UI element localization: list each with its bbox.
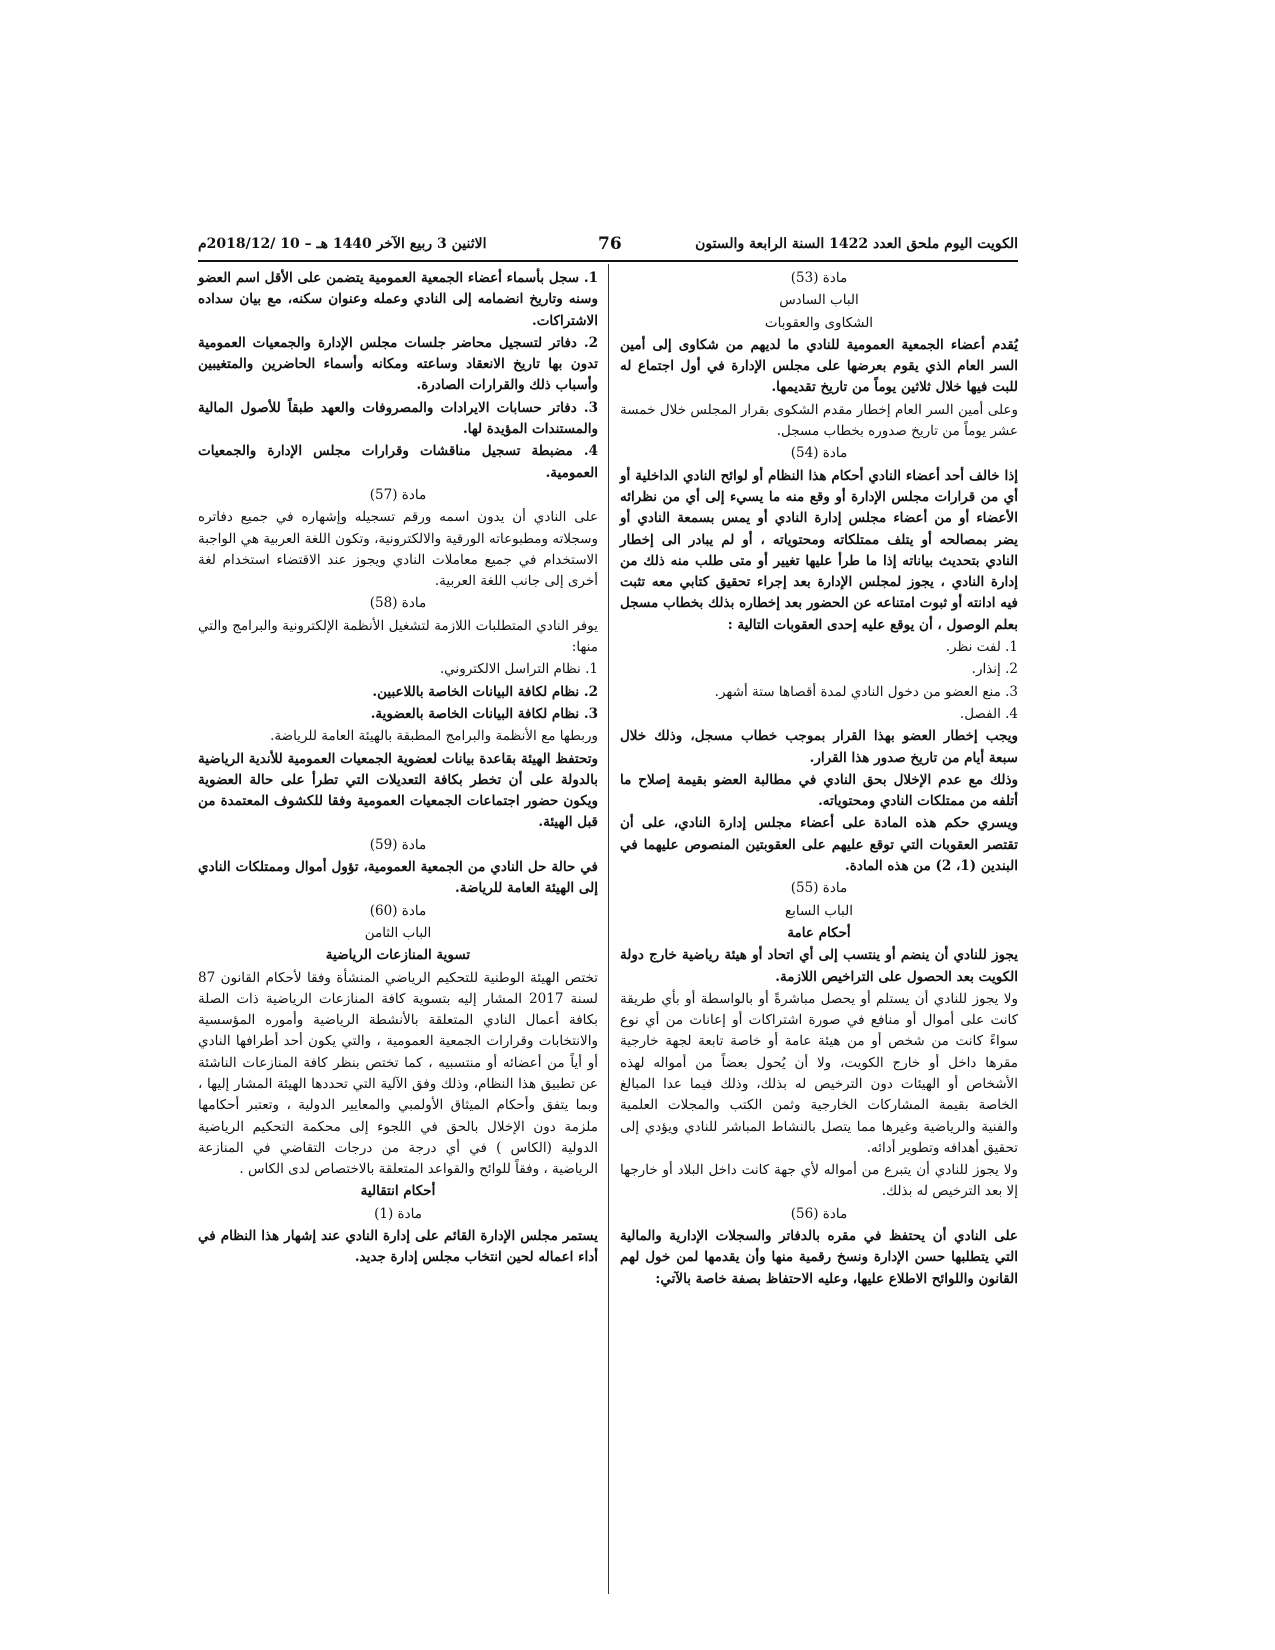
- issue-date: الاثنين 3 ربيع الآخر 1440 هـ – 10 /2018/12م: [198, 236, 487, 252]
- article-54-title: مادة (54): [790, 445, 848, 462]
- system-list-item: 2. نظام لكافة البيانات الخاصة باللاعبين.: [372, 683, 598, 700]
- article-57-title: مادة (57): [369, 486, 427, 503]
- chapter-7-subtitle: أحكام عامة: [787, 924, 851, 941]
- article-54-paragraph: ويجب إخطار العضو بهذا القرار بموجب خطاب مسجل، وذلك خلال سبعة أيام من تاريخ صدور هذا القرار.: [620, 728, 1018, 766]
- article-1-paragraph: يستمر مجلس الإدارة القائم على إدارة النادي عند إشهار هذا النظام في أداء اعماله لحين انتخاب مجلس إدارة جديد.: [198, 1228, 598, 1266]
- article-58-paragraph: يوفر النادي المتطلبات اللازمة لتشغيل الأنظمة الإلكترونية والبرامج والتي منها:: [198, 617, 598, 656]
- system-list-item: 3. نظام لكافة البيانات الخاصة بالعضوية.: [370, 705, 598, 722]
- chapter-7-title: الباب السابع: [784, 902, 853, 919]
- article-55-paragraph: يجوز للنادي أن ينضم أو ينتسب إلى أي اتحاد أو هيئة رياضية خارج دولة الكويت بعد الحصول على التراخيص اللازمة.: [620, 947, 1018, 985]
- penalty-item: 3. منع العضو من دخول النادي لمدة أقصاها ستة أشهر.: [714, 683, 1018, 700]
- article-56-title: مادة (56): [790, 1205, 848, 1222]
- penalty-item: 1. لفت نظر.: [945, 639, 1018, 656]
- article-58-paragraph: وتحتفظ الهيئة بقاعدة بيانات لعضوية الجمعيات العمومية للأندية الرياضية بالدولة على أن تخطر بكافة التعديلات التي تطرأ على حالة العضوية ويكون حضور اجتماعات الجمعيات العمومية وفقا للكشوف المعتمدة من قبل الهيئة.: [198, 750, 598, 831]
- article-1-title: مادة (1): [374, 1205, 422, 1222]
- records-list-item: 3. دفاتر حسابات الايرادات والمصروفات والعهد طبقاً للأصول المالية والمستندات المؤيدة لها.: [198, 399, 598, 438]
- article-54-paragraph: إذا خالف أحد أعضاء النادي أحكام هذا النظام أو لوائح النادي الداخلية أو أي من قرارات مجلس الإدارة أو وقع منه ما يسيء إلى أي من نظرائه الأعضاء أو من أعضاء مجلس إدارة النادي أو يمس بسمعة النادي أو يضر بمصالحه أو يتلف ممتلكاته ومحتوياته ، أو لم يبادر الى إخطار النادي بتحديث بياناته إذا ما طرأ عليها تغيير أو متى طلب منه ذلك من إدارة النادي ، يجوز لمجلس الإدارة بعد إجراء تحقيق كتابي معه تثبت فيه ادانته أو ثبوت امتناعه عن الحضور بعد إخطاره بذلك بخطاب مسجل بعلم الوصول ، أن يوقع عليه إحدى العقوبات التالية :: [620, 467, 1018, 633]
- article-54-paragraph: ويسري حكم هذه المادة على أعضاء مجلس إدارة النادي، على أن تقتصر العقوبات التي توقع عليهم على العقوبتين المنصوص عليهما في البندين (1، 2) من هذه المادة.: [620, 815, 1018, 875]
- penalty-item: 2. إنذار.: [971, 661, 1018, 678]
- records-list-item: 4. مضبطة تسجيل مناقشات وقرارات مجلس الإدارة والجمعيات العمومية.: [198, 443, 598, 481]
- page-header: [198, 236, 1018, 256]
- chapter-6-title: الباب السادس: [779, 292, 859, 309]
- chapter-6-subtitle: الشكاوى والعقوبات: [764, 314, 874, 331]
- system-list-item: 1. نظام التراسل الالكتروني.: [439, 661, 598, 678]
- left-column: [198, 268, 598, 1270]
- records-list-item: 1. سجل بأسماء أعضاء الجمعية العمومية يتضمن على الأقل اسم العضو وسنه وتاريخ انضمامه إلى النادي وعمله وعنوان سكنه، مع بيان سداده الاشتراكات.: [198, 270, 598, 329]
- page-number: 76: [598, 234, 622, 254]
- chapter-8-title: الباب الثامن: [364, 924, 432, 941]
- article-58-title: مادة (58): [369, 595, 427, 612]
- publication-title: الكويت اليوم ملحق العدد 1422 السنة الرابعة والستون: [695, 236, 1018, 252]
- article-60-paragraph: تختص الهيئة الوطنية للتحكيم الرياضي المنشأة وفقا لأحكام القانون 87 لسنة 2017 المشار إليه بتسوية كافة المنازعات الرياضية ذات الصلة بكافة أعمال النادي المتعلقة بالأنشطة الرياضية وأموره المؤسسية والانتخابات وقرارات الجمعية العمومية ، والتي يكون أحد أطرافها النادي أو أياً من أعضائه أو منتسبيه ، كما تختص بنظر كافة المنازعات الناشئة عن تطبيق هذا النظام، وذلك وفق الآلية التي تحددها الهيئة المشار إليها ، وبما يتفق وأحكام الميثاق الأولمبي والمعايير الدولية ، وتعتبر أحكامها ملزمة دون الإخلال بالحق في اللجوء إلى محكمة التحكيم الرياضية الدولية (الكاس ) في أي درجة من درجات التقاضي في المنازعة الرياضية ، وفقاً للوائح والقواعد المتعلقة بالاختصاص لدى الكاس .: [198, 969, 598, 1178]
- article-54-paragraph: وذلك مع عدم الإخلال بحق النادي في مطالبة العضو بقيمة إصلاح ما أتلفه من ممتلكات النادي ومحتوياته.: [620, 771, 1018, 810]
- article-59-title: مادة (59): [369, 836, 427, 853]
- article-60-title: مادة (60): [369, 902, 427, 919]
- transitional-provisions-title: أحكام انتقالية: [360, 1183, 436, 1200]
- records-list-item: 2. دفاتر لتسجيل محاضر جلسات مجلس الإدارة والجمعيات العمومية تدون بها تاريخ الانعقاد وساعته ومكانه وأسماء الحاضرين والمتغيبين وأسباب ذلك والقرارات الصادرة.: [198, 334, 598, 394]
- article-55-title: مادة (55): [790, 880, 848, 897]
- penalty-item: 4. الفصل.: [959, 705, 1018, 722]
- chapter-8-subtitle: تسوية المنازعات الرياضية: [325, 947, 471, 964]
- article-58-paragraph: وربطها مع الأنظمة والبرامج المطبقة بالهيئة العامة للرياضة.: [270, 728, 598, 745]
- article-56-paragraph: على النادي أن يحتفظ في مقره بالدفاتر والسجلات الإدارية والمالية التي يتطلبها حسن الإدارة ونسخ رقمية منها وأن يقدمها لمن خول لهم القانون واللوائح الاطلاع عليها، وعليه الاحتفاظ بصفة خاصة بالآتي:: [620, 1228, 1018, 1287]
- article-55-paragraph: ولا يجوز للنادي أن يستلم أو يحصل مباشرةً أو بالواسطة أو بأي طريقة كانت على أموال أو منافع في صورة اشتراكات أو إعانات من أي نوع سواءً كانت من شخص أو من هيئة عامة أو خاصة تابعة لجهة خارجية مقرها داخل أو خارج الكويت، ولا أن يُحول بعضاً من أمواله لهذه الأشخاص أو الهيئات دون الترخيص له بذلك، وذلك فيما عدا المبالغ الخاصة بقيمة المشاركات الخارجية وثمن الكتب والمجلات العلمية والفنية والرياضية وغيرها مما يتصل بالنشاط المباشر للنادي ويؤدي إلى تحقيق أهدافه وتطوير أدائه.: [620, 990, 1018, 1156]
- column-divider: [608, 264, 609, 1594]
- article-53-title: مادة (53): [790, 270, 848, 286]
- right-column: [620, 268, 1018, 1291]
- article-53-paragraph: وعلى أمين السر العام إخطار مقدم الشكوى بقرار المجلس خلال خمسة عشر يوماً من تاريخ صدوره بخطاب مسجل.: [620, 401, 1018, 440]
- header-rule: [198, 260, 1018, 262]
- article-59-paragraph: في حالة حل النادي من الجمعية العمومية، تؤول أموال وممتلكات النادي إلى الهيئة العامة للرياضة.: [198, 859, 598, 897]
- article-55-paragraph: ولا يجوز للنادي أن يتبرع من أمواله لأي جهة كانت داخل البلاد أو خارجها إلا بعد الترخيص له بذلك.: [620, 1162, 1018, 1200]
- article-57-paragraph: على النادي أن يدون اسمه ورقم تسجيله وإشهاره في جميع دفاتره وسجلاته ومطبوعاته الورقية والالكترونية، وتكون اللغة العربية هي الواجبة الاستخدام في جميع معاملات النادي ويجوز عند الاقتضاء استخدام لغة أخرى إلى جانب اللغة العربية.: [198, 509, 598, 590]
- article-53-paragraph: يُقدم أعضاء الجمعية العمومية للنادي ما لديهم من شكاوى إلى أمين السر العام الذي يقوم بعرضها على مجلس الإدارة في أول اجتماع له للبت فيها خلال ثلاثين يوماً من تاريخ تقديمها.: [620, 336, 1018, 396]
